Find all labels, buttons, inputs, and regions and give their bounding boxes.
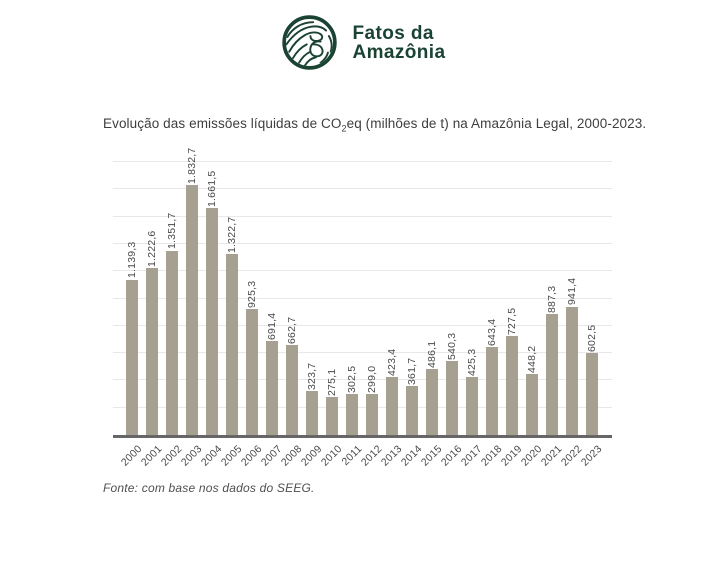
x-tick-label: 2006 xyxy=(238,443,265,469)
brand-name-line2: Amazônia xyxy=(352,41,446,63)
brand-name xyxy=(353,24,446,62)
bar-value-label: 1.222,6 xyxy=(145,230,158,268)
x-tick-label: 2009 xyxy=(298,443,325,469)
bar-2005 xyxy=(226,254,238,435)
bar-value-label: 1.139,3 xyxy=(125,242,138,279)
x-tick-label: 2001 xyxy=(138,443,165,469)
bar-value-label: 323,7 xyxy=(305,362,318,390)
x-tick-label: 2011 xyxy=(339,443,365,469)
x-tick-label: 2014 xyxy=(398,443,425,469)
bar-2022 xyxy=(566,307,578,436)
bar-value-label: 275,1 xyxy=(325,369,338,397)
bar-value-label: 299,0 xyxy=(365,365,378,394)
emissions-bar-chart xyxy=(113,147,613,480)
x-tick-label: 2023 xyxy=(578,443,605,469)
bar-value-label: 448,2 xyxy=(525,345,538,373)
bar-value-label: 662,7 xyxy=(285,316,298,344)
x-tick-label: 2002 xyxy=(158,443,185,469)
x-tick-label: 2010 xyxy=(318,443,345,469)
bar-value-label: 643,4 xyxy=(485,318,498,347)
plot-area xyxy=(113,147,612,438)
bar-value-label: 302,5 xyxy=(345,365,358,393)
bar-2001 xyxy=(146,268,158,435)
bar-value-label: 1.661,5 xyxy=(205,170,218,208)
x-tick-label: 2003 xyxy=(178,443,205,469)
bar-value-label: 887,3 xyxy=(545,285,558,313)
x-tick-label: 2012 xyxy=(358,443,385,469)
bar-value-label: 1.832,7 xyxy=(185,147,198,184)
chart-title-prefix: Evolução das emissões líquidas de CO xyxy=(103,116,342,131)
bar-2008 xyxy=(286,345,298,435)
x-tick-label: 2020 xyxy=(518,443,545,469)
x-axis-labels xyxy=(113,438,612,480)
brand-name-line1: Fatos da xyxy=(352,22,434,44)
fatos-da-amazonia-logo-icon xyxy=(280,13,339,72)
bar-2009 xyxy=(306,391,318,435)
bar-2015 xyxy=(426,369,438,435)
bar-value-label: 361,7 xyxy=(405,357,418,385)
bar-2004 xyxy=(206,208,218,435)
bar-2020 xyxy=(526,374,538,435)
x-tick-label: 2022 xyxy=(558,443,585,469)
x-tick-label: 2019 xyxy=(498,443,525,469)
bar-2016 xyxy=(446,361,458,435)
x-tick-label: 2018 xyxy=(478,443,505,469)
bar-2000 xyxy=(126,280,138,436)
bar-2011 xyxy=(346,394,358,435)
bar-2014 xyxy=(406,386,418,435)
bar-value-label: 602,5 xyxy=(585,324,598,352)
bar-2006 xyxy=(246,309,258,435)
x-tick-label: 2007 xyxy=(258,443,285,469)
bar-2007 xyxy=(266,341,278,435)
bar-2019 xyxy=(506,336,518,435)
bar-value-label: 727,5 xyxy=(505,307,518,335)
bar-2003 xyxy=(186,185,198,435)
bar-2018 xyxy=(486,347,498,435)
bar-2023 xyxy=(586,353,598,435)
x-tick-label: 2004 xyxy=(198,443,225,469)
x-tick-label: 2005 xyxy=(218,443,245,469)
bar-value-label: 941,4 xyxy=(565,278,578,306)
x-tick-label: 2000 xyxy=(118,443,145,469)
chart-title-suffix: eq (milhões de t) na Amazônia Legal, 2000-2023. xyxy=(346,116,647,131)
x-tick-label: 2008 xyxy=(278,443,305,469)
bar-value-label: 1.322,7 xyxy=(225,217,238,254)
x-tick-label: 2021 xyxy=(538,443,565,469)
bar-2002 xyxy=(166,251,178,436)
chart-title-subscript: 2 xyxy=(341,123,347,134)
bar-2013 xyxy=(386,377,398,435)
chart-title xyxy=(103,116,663,134)
x-tick-label: 2015 xyxy=(418,443,445,469)
x-tick-label: 2017 xyxy=(458,443,485,469)
bar-2021 xyxy=(546,314,558,435)
bar-value-label: 540,3 xyxy=(445,332,458,361)
bar-2010 xyxy=(326,397,338,435)
bar-value-label: 425,3 xyxy=(465,348,478,376)
x-tick-label: 2016 xyxy=(438,443,465,469)
bar-value-label: 925,3 xyxy=(245,280,258,308)
x-tick-label: 2013 xyxy=(378,443,405,469)
bar-value-label: 1.351,7 xyxy=(165,213,178,250)
brand-header xyxy=(0,13,725,72)
bar-value-label: 423,4 xyxy=(385,348,398,377)
source-note: Fonte: com base nos dados do SEEG. xyxy=(103,481,315,495)
bar-2012 xyxy=(366,394,378,435)
bar-2017 xyxy=(466,377,478,435)
bar-value-label: 486,1 xyxy=(425,340,438,368)
bar-value-label: 691,4 xyxy=(265,312,278,340)
